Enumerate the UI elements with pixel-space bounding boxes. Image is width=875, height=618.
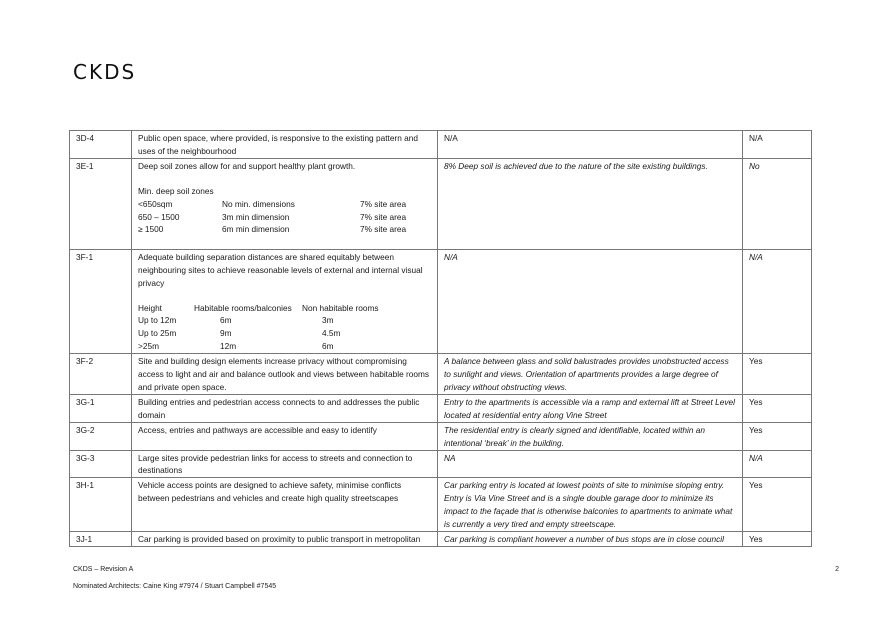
soil-title: Min. deep soil zones (138, 185, 214, 196)
row-requirement: Vehicle access points are designed to achieve safety, minimise conflicts between pedestrians and vehicles and create high quality streetscapes (132, 478, 438, 532)
row-compliance: N/A (743, 450, 812, 478)
row-requirement: Access, entries and pathways are accessible and easy to identify (132, 422, 438, 450)
row-code: 3G-2 (70, 422, 132, 450)
row-code: 3H-1 (70, 478, 132, 532)
sep-cell: >25m (138, 341, 159, 352)
footer-architects: Nominated Architects: Caine King #7974 / Stuart Campbell #7545 (73, 583, 277, 590)
row-requirement: Public open space, where provided, is responsive to the existing pattern and uses of the neighbourhood (132, 131, 438, 159)
sep-cell: 6m (322, 341, 334, 352)
soil-table (138, 198, 432, 237)
row-code: 3D-4 (70, 131, 132, 159)
row-response: The residential entry is clearly signed and identifiable, located within an intentional ‘break’ in the building. (438, 422, 743, 450)
requirement-text: Adequate building separation distances are shared equitably between neighbouring sites to achieve reasonable levels of external and internal visual privacy (138, 251, 423, 288)
row-requirement (132, 158, 438, 249)
sep-header: Non habitable rooms (302, 302, 379, 313)
row-response: A balance between glass and solid balustrades provides unobstructed access to sunlight and views. Orientation of apartments provides a large degree of privacy without obstructing views. (438, 354, 743, 395)
soil-cell: ≥ 1500 (138, 224, 164, 235)
sep-cell: 6m (220, 315, 232, 326)
row-compliance: Yes (743, 531, 812, 546)
row-code: 3F-2 (70, 354, 132, 395)
sep-header: Height (138, 302, 162, 313)
soil-cell: 7% site area (360, 198, 407, 209)
sep-cell: 3m (322, 315, 334, 326)
row-requirement: Car parking is provided based on proximity to public transport in metropolitan (132, 531, 438, 546)
row-response: NA (438, 450, 743, 478)
row-compliance: No (743, 158, 812, 249)
row-response: N/A (438, 131, 743, 159)
requirement-text: Deep soil zones allow for and support healthy plant growth. (138, 160, 356, 171)
row-requirement: Large sites provide pedestrian links for access to streets and connection to destinations (132, 450, 438, 478)
row-requirement (132, 249, 438, 353)
footer-revision: CKDS – Revision A (73, 566, 134, 573)
row-code: 3F-1 (70, 249, 132, 353)
soil-cell: 7% site area (360, 211, 407, 222)
compliance-table (69, 130, 812, 547)
table-row (70, 478, 812, 532)
table-row (70, 531, 812, 546)
soil-cell: 7% site area (360, 224, 407, 235)
table-row (70, 249, 812, 353)
row-response: Car parking is compliant however a number of bus stops are in close council (438, 531, 743, 546)
row-compliance: Yes (743, 394, 812, 422)
sep-header: Habitable rooms/balconies (194, 302, 292, 313)
row-requirement: Building entries and pedestrian access connects to and addresses the public domain (132, 394, 438, 422)
sep-cell: Up to 12m (138, 315, 177, 326)
separation-table (138, 302, 432, 354)
row-compliance: Yes (743, 354, 812, 395)
row-compliance: N/A (743, 249, 812, 353)
row-compliance: N/A (743, 131, 812, 159)
soil-cell: No min. dimensions (222, 198, 295, 209)
table-row (70, 131, 812, 159)
row-code: 3G-3 (70, 450, 132, 478)
row-response: Entry to the apartments is accessible via a ramp and external lift at Street Level located at residential entry along Vine Street (438, 394, 743, 422)
row-response: N/A (438, 249, 743, 353)
sep-cell: 12m (220, 341, 237, 352)
table-row (70, 354, 812, 395)
table-row (70, 450, 812, 478)
soil-cell: 6m min dimension (222, 224, 290, 235)
soil-cell: 650 – 1500 (138, 211, 180, 222)
row-code: 3G-1 (70, 394, 132, 422)
soil-cell: 3m min dimension (222, 211, 290, 222)
row-compliance: Yes (743, 422, 812, 450)
table-row (70, 394, 812, 422)
table-row (70, 158, 812, 249)
sep-cell: 4.5m (322, 328, 341, 339)
page-number: 2 (835, 566, 839, 573)
row-requirement: Site and building design elements increase privacy without compromising access to light and air and balance outlook and views between habitable rooms and private open space. (132, 354, 438, 395)
row-code: 3E-1 (70, 158, 132, 249)
row-compliance: Yes (743, 478, 812, 532)
sep-cell: 9m (220, 328, 232, 339)
soil-cell: <650sqm (138, 198, 173, 209)
row-response: Car parking entry is located at lowest points of site to minimise sloping entry. Entry is Via Vine Street and is a single double garage door to minimize its impact to the façade that is otherwise balconies to apartments to animate what is currently a very tired and empty streetscape. (438, 478, 743, 532)
row-response: 8% Deep soil is achieved due to the nature of the site existing buildings. (438, 158, 743, 249)
row-code: 3J-1 (70, 531, 132, 546)
table-row (70, 422, 812, 450)
company-logo: CKDS (73, 60, 137, 84)
sep-cell: Up to 25m (138, 328, 177, 339)
